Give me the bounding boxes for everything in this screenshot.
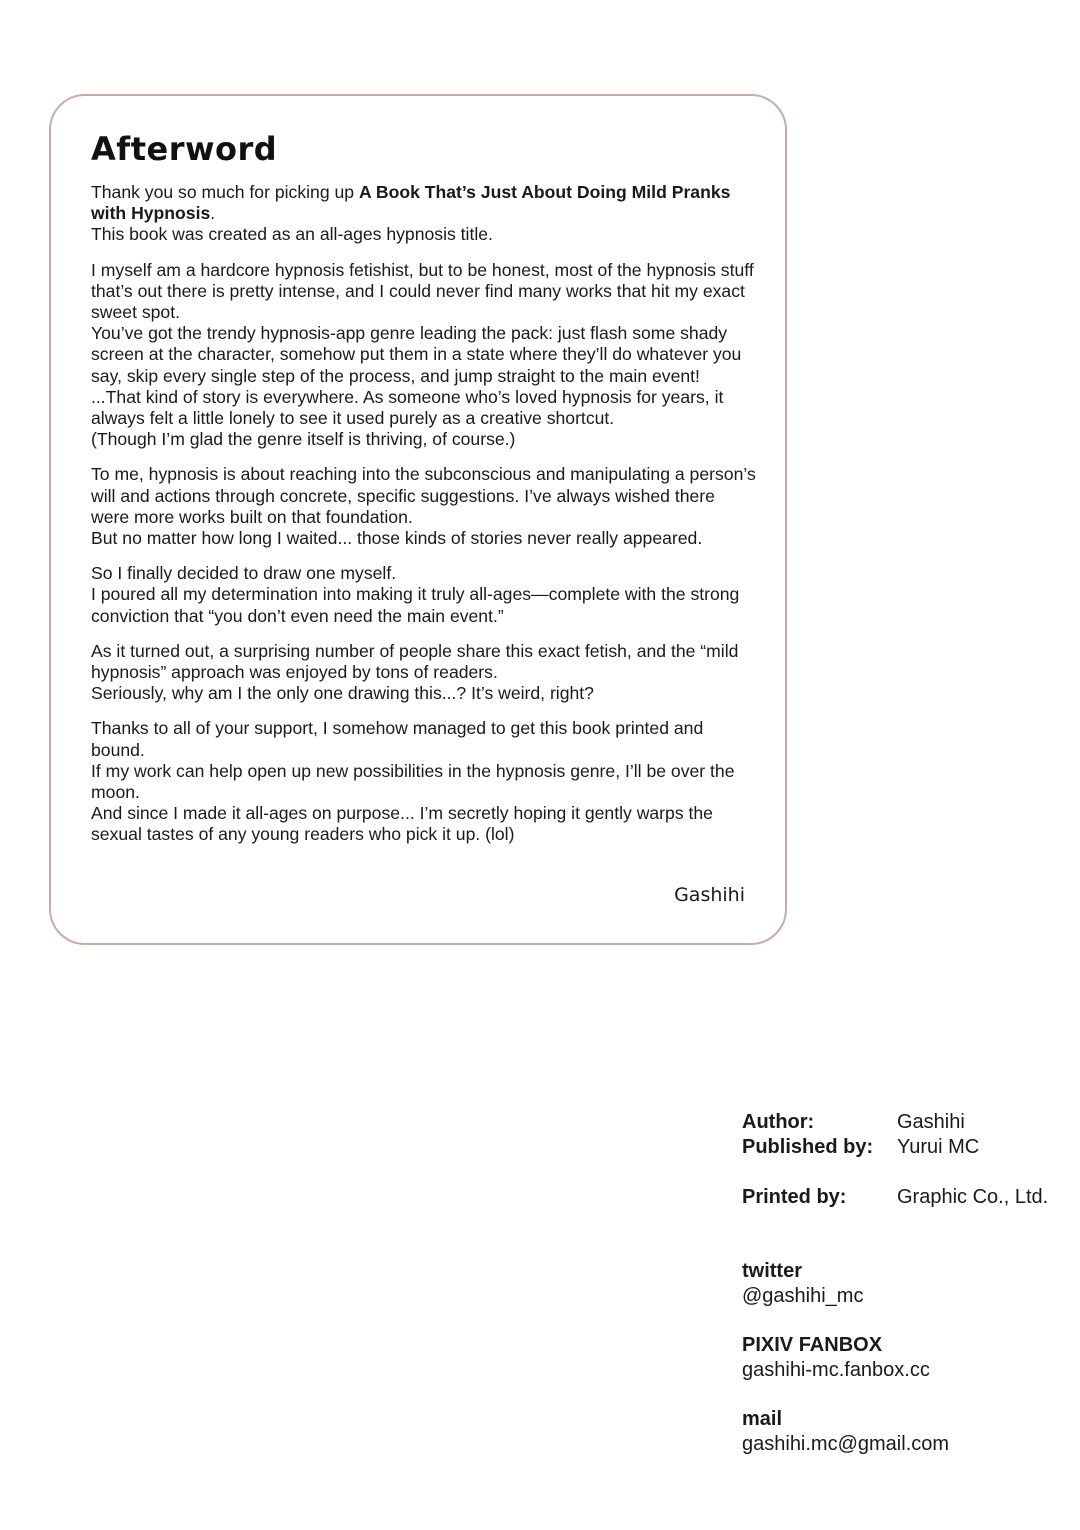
afterword-paragraph: As it turned out, a surprising number of people share this exact fetish, and the “mild hypnosis” approach was enjoyed by tons of readers. Seriously, why am I the only one drawing this...? It’s weird, right?	[91, 640, 739, 704]
contact-label: twitter	[742, 1260, 802, 1282]
book-title: A Book That’s Just About Doing Mild Pranks with Hypnosis	[91, 182, 731, 224]
intro-suffix: .	[210, 203, 216, 224]
signature: Gashihi	[674, 884, 745, 906]
author-row	[742, 1110, 1062, 1135]
intro-paragraph	[91, 182, 756, 246]
afterword-body	[91, 182, 756, 860]
fanbox-link[interactable]: gashihi-mc.fanbox.cc	[742, 1359, 930, 1381]
afterword-paragraph: I myself am a hardcore hypnosis fetishist, but to be honest, most of the hypnosis stuff that’s out there is pretty intense, and I could never find many works that hit my exact sweet spot. You’ve got the trendy hypnosis-app genre leading the pack: just flash some shady screen at the character, somehow put them in a state where they’ll do whatever you say, skip every single step of the process, and jump straight to the main event! ...That kind of story is everywhere. As someone who’s loved hypnosis for years, it always felt a little lonely to see it used purely as a creative shortcut. (Though I’m glad the genre itself is thriving, of course.)	[91, 259, 754, 450]
author-label: Author:	[742, 1111, 815, 1133]
afterword-box	[49, 94, 787, 945]
email-address[interactable]: gashihi.mc@gmail.com	[742, 1433, 950, 1455]
publisher-row	[742, 1135, 1062, 1160]
contact-label: mail	[742, 1408, 783, 1430]
afterword-paragraph: Thanks to all of your support, I somehow managed to get this book printed and bound. If my work can help open up new possibilities in the hypnosis genre, I’ll be over the moon. And since I made it all-ages on purpose... I’m secretly hoping it gently warps the sexual tastes of any young readers who pick it up. (lol)	[91, 718, 735, 845]
afterword-paragraph: So I finally decided to draw one myself. I poured all my determination into making it truly all-ages—complete with the strong conviction that “you don’t even need the main event.”	[91, 563, 740, 626]
publisher-label: Published by:	[742, 1136, 874, 1158]
author-value: Gashihi	[897, 1111, 965, 1133]
contact-mail	[742, 1407, 1062, 1457]
intro-prefix: Thank you so much for picking up	[91, 182, 359, 202]
colophon	[742, 1110, 1062, 1457]
contact-label: PIXIV FANBOX	[742, 1334, 883, 1356]
printer-value: Graphic Co., Ltd.	[897, 1186, 1049, 1208]
twitter-handle[interactable]: @gashihi_mc	[742, 1285, 864, 1307]
publisher-value: Yurui MC	[897, 1136, 980, 1158]
contact-list	[742, 1259, 1062, 1457]
contact-twitter	[742, 1259, 1062, 1309]
contact-fanbox	[742, 1333, 1062, 1383]
afterword-paragraph: To me, hypnosis is about reaching into the subconscious and manipulating a person’s will and actions through concrete, specific suggestions. I’ve always wished there were more works built on that foundation. But no matter how long I waited... those kinds of stories never really appeared.	[91, 464, 756, 549]
printer-row	[742, 1185, 1062, 1210]
afterword-title: Afterword	[91, 130, 278, 168]
printer-label: Printed by:	[742, 1186, 847, 1208]
afterword-paragraph: This book was created as an all-ages hypnosis title.	[91, 224, 493, 245]
